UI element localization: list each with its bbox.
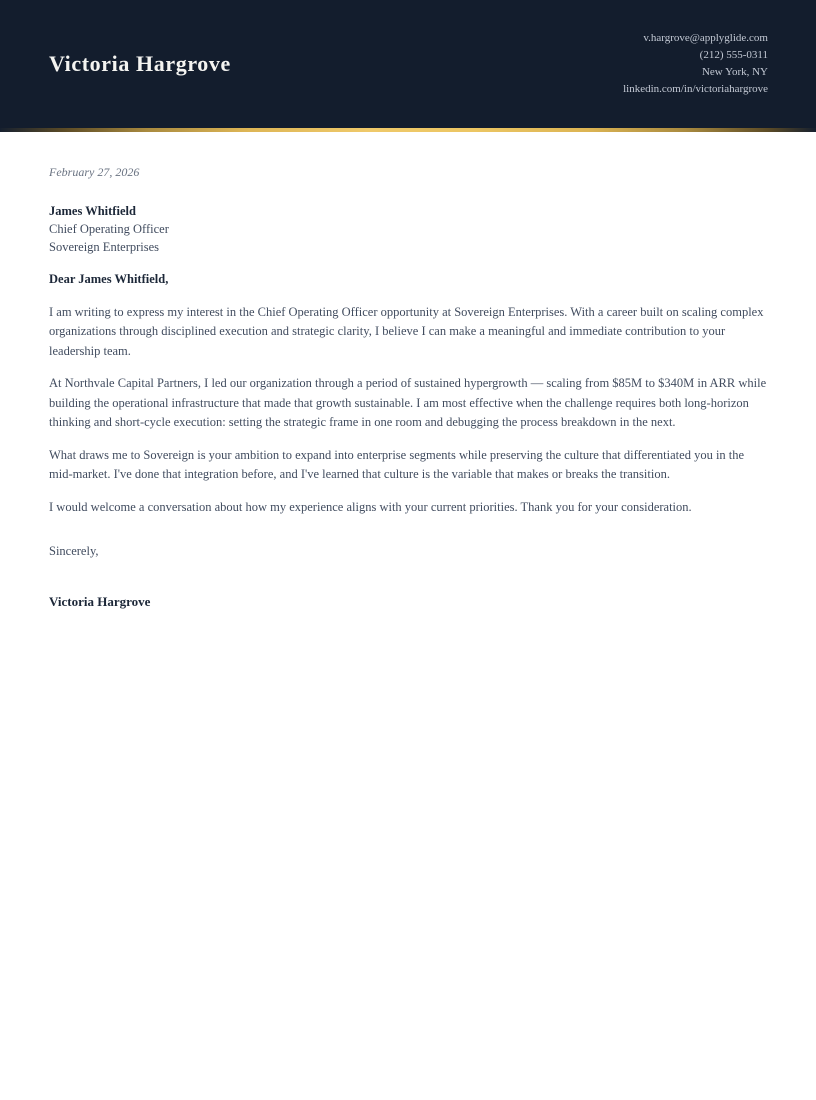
- salutation: Dear James Whitfield,: [49, 272, 169, 286]
- gold-accent-divider: [0, 128, 816, 132]
- recipient-company: Sovereign Enterprises: [49, 240, 160, 254]
- letter-date: February 27, 2026: [49, 165, 140, 179]
- paragraph-call-to-action: I would welcome a conversation about how my experience aligns with your current priorities. Thank you for your consideration.: [49, 499, 692, 514]
- contact-linkedin: linkedin.com/in/victoriahargrove: [623, 83, 768, 95]
- recipient-title: Chief Operating Officer: [49, 222, 169, 236]
- contact-block: [623, 30, 768, 98]
- contact-email: v.hargrove@applyglide.com: [643, 32, 768, 44]
- contact-location: New York, NY: [701, 66, 768, 78]
- contact-phone: (212) 555-0311: [699, 49, 768, 61]
- paragraph-experience: At Northvale Capital Partners, I led our organization through a period of sustained hypergrowth — scaling from $85M to $340M in ARR while building the operational infrastructure that made that growth sustainable. I am most effective when the challenge requires both long-horizon thinking and short-cycle execution: setting the strategic frame in one room and debugging the process breakdown in the next.: [49, 376, 767, 429]
- recipient-name: James Whitfield: [49, 204, 136, 218]
- closing: Sincerely,: [49, 544, 99, 558]
- letter-body: [0, 163, 816, 611]
- letter-header: [0, 0, 816, 128]
- paragraph-motivation: What draws me to Sovereign is your ambition to expand into enterprise segments while preserving the culture that differentiated you in the mid-market. I've done that integration before, and I've learned that culture is the variable that makes or breaks the transition.: [49, 447, 745, 481]
- sender-name-heading: Victoria Hargrove: [49, 51, 231, 76]
- paragraph-intro: I am writing to express my interest in the Chief Operating Officer opportunity at Sovereign Enterprises. With a career built on scaling complex organizations through disciplined execution and strategic clarity, I believe I can make a meaningful and immediate contribution to your leadership team.: [49, 304, 764, 358]
- signature-name: Victoria Hargrove: [49, 593, 151, 609]
- recipient-block: [49, 202, 768, 256]
